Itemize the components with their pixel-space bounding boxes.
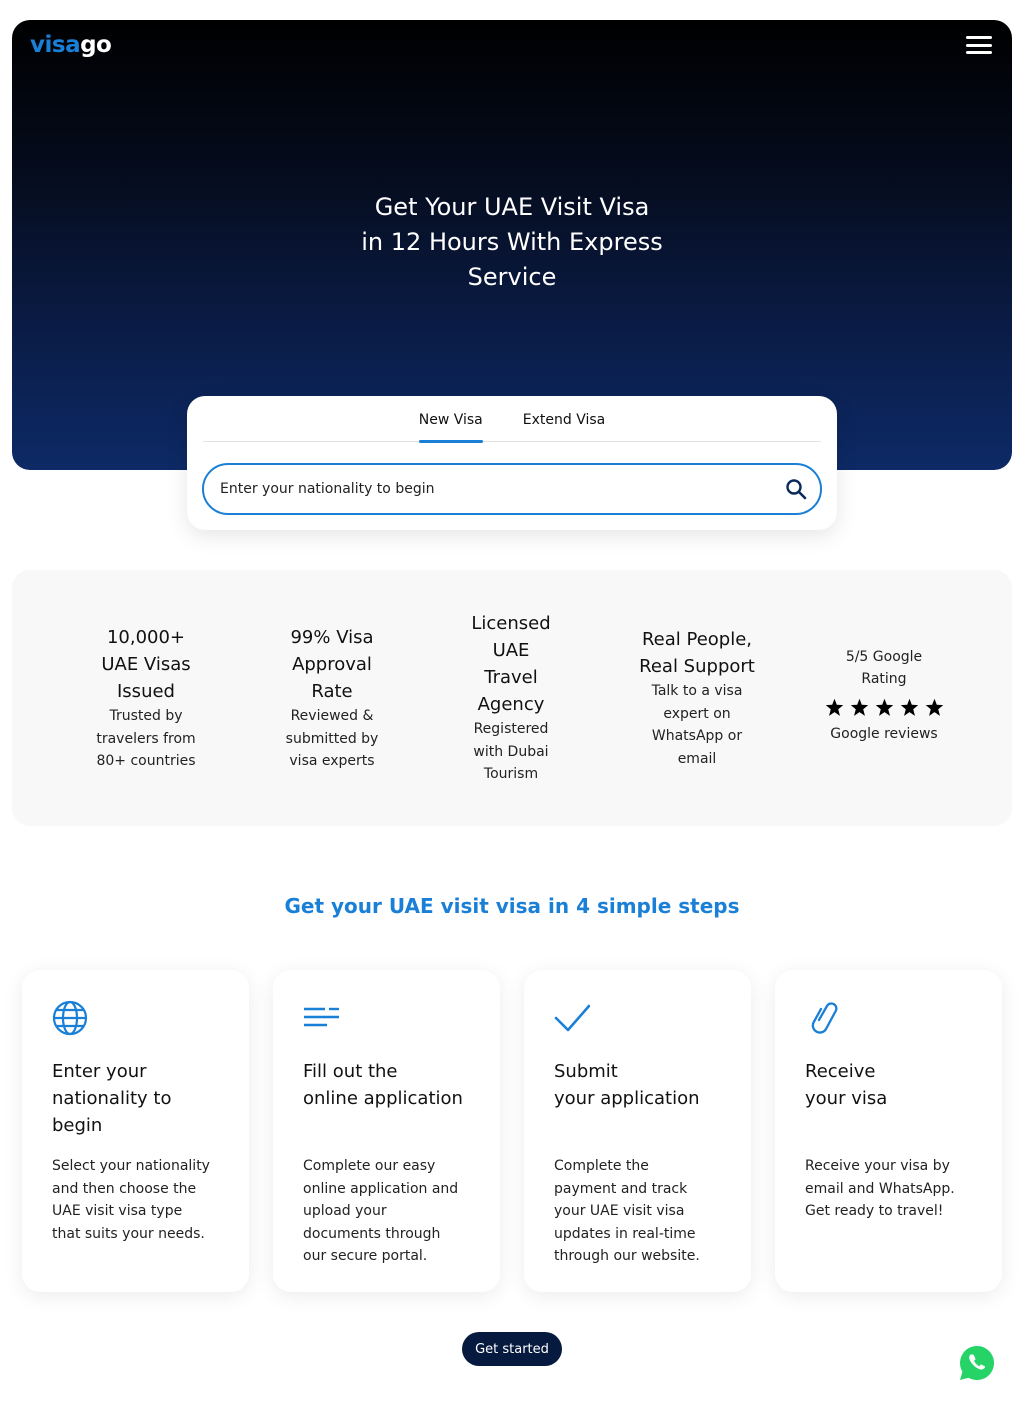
visa-type-tabs	[203, 396, 821, 442]
star-icon	[850, 698, 869, 717]
stat-title-line: Licensed	[471, 613, 551, 634]
rating-title-line: Rating	[861, 671, 907, 687]
step-desc-line: Complete our easy	[303, 1158, 436, 1174]
step-desc-line: online application and	[303, 1180, 459, 1197]
step-description	[303, 1155, 470, 1268]
step-desc-line: documents through	[303, 1225, 441, 1242]
stat-title-line: Travel	[484, 667, 538, 688]
step-desc-line: Select your nationality	[52, 1158, 210, 1174]
get-started-button[interactable]: Get started	[462, 1332, 562, 1366]
steps-heading: Get your UAE visit visa in 4 simple steps	[284, 894, 740, 918]
stat-licensed-agency	[446, 610, 576, 786]
checkmark-icon	[554, 1000, 590, 1036]
step-desc-line: and then choose the	[52, 1180, 197, 1197]
brand-logo[interactable]	[30, 32, 111, 58]
stat-desc-line: expert on	[663, 705, 731, 722]
stat-title-line: 99% Visa	[290, 627, 374, 648]
stat-approval-rate	[262, 624, 402, 773]
stat-google-rating	[812, 646, 956, 745]
step-desc-line: that suits your needs.	[52, 1225, 205, 1242]
step-title-line: Submit	[554, 1061, 618, 1082]
star-icon	[825, 698, 844, 717]
stat-description	[262, 705, 402, 773]
step-title-line: Enter your	[52, 1061, 147, 1082]
step-title-line: nationality to	[52, 1088, 172, 1109]
nationality-search-input[interactable]	[220, 481, 784, 497]
stat-description	[76, 705, 216, 773]
step-card-receive	[775, 970, 1002, 1292]
stat-description	[622, 680, 772, 770]
stat-title-line: 10,000+	[106, 627, 186, 648]
stat-desc-line: Trusted by	[109, 708, 183, 724]
stat-title	[622, 626, 772, 680]
stat-desc-line: visa experts	[289, 753, 375, 769]
stat-desc-line: 80+ countries	[96, 753, 196, 769]
hero-title	[12, 190, 1012, 295]
stat-title-line: Approval	[292, 654, 372, 675]
hero-title-line: in 12 Hours With Express	[361, 228, 663, 256]
step-card-nationality	[22, 970, 249, 1292]
stat-title-line: Issued	[117, 681, 175, 702]
brand-logo-part2: go	[80, 32, 112, 58]
star-icon	[875, 698, 894, 717]
stat-desc-line: with Dubai	[473, 743, 549, 760]
tab-new-visa[interactable]: New Visa	[419, 396, 483, 442]
stat-desc-line: Reviewed &	[290, 708, 374, 724]
brand-logo-part1: visa	[30, 32, 81, 58]
stat-desc-line: Registered	[473, 721, 549, 737]
visa-search-card	[187, 396, 837, 530]
stat-desc-line: submitted by	[285, 730, 379, 747]
rating-title	[812, 646, 956, 690]
step-description	[805, 1155, 972, 1223]
google-reviews-link[interactable]: Google reviews	[830, 726, 938, 742]
step-title-line: your application	[554, 1088, 700, 1109]
stat-title-line: UAE	[492, 640, 530, 661]
stat-desc-line: Talk to a visa	[651, 683, 743, 699]
step-desc-line: email and WhatsApp.	[805, 1180, 955, 1197]
step-desc-line: your UAE visit visa	[554, 1203, 685, 1219]
step-desc-line: Get ready to travel!	[805, 1203, 944, 1219]
step-desc-line: upload your	[303, 1203, 387, 1219]
stat-title	[446, 610, 576, 718]
stat-desc-line: travelers from	[96, 730, 196, 747]
step-title	[52, 1058, 219, 1139]
step-desc-line: through our website.	[554, 1248, 700, 1264]
stat-title	[262, 624, 402, 705]
trust-stats-panel	[12, 570, 1012, 826]
stat-description	[446, 718, 576, 786]
step-description	[52, 1155, 219, 1245]
step-title	[554, 1058, 721, 1112]
step-title-line: Receive	[805, 1061, 876, 1082]
step-title	[805, 1058, 972, 1112]
stat-desc-line: email	[677, 750, 717, 767]
stat-title	[76, 624, 216, 705]
step-title-line: begin	[52, 1115, 103, 1136]
stat-visas-issued	[76, 624, 216, 773]
stat-title-line: Real Support	[639, 656, 755, 677]
rating-stars	[812, 698, 956, 717]
step-desc-line: UAE visit visa type	[52, 1203, 183, 1219]
star-icon	[900, 698, 919, 717]
step-desc-line: payment and track	[554, 1180, 688, 1197]
hero-title-line: Get Your UAE Visit Visa	[374, 193, 650, 221]
stat-desc-line: WhatsApp or	[651, 728, 743, 744]
stat-title-line: Real People,	[641, 629, 753, 650]
form-lines-icon	[303, 1000, 339, 1036]
step-description	[554, 1155, 721, 1268]
step-desc-line: updates in real-time	[554, 1225, 696, 1242]
step-title-line: your visa	[805, 1088, 888, 1109]
rating-title-line: 5/5 Google	[845, 649, 923, 665]
paperclip-icon	[805, 1000, 841, 1036]
whatsapp-icon[interactable]	[955, 1341, 999, 1385]
step-card-submit	[524, 970, 751, 1292]
stat-title-line: Rate	[311, 681, 353, 702]
stat-desc-line: Tourism	[483, 766, 539, 782]
hamburger-menu-icon[interactable]	[966, 36, 992, 54]
stat-title-line: Agency	[477, 694, 545, 715]
globe-icon	[52, 1000, 88, 1036]
step-desc-line: our secure portal.	[303, 1248, 428, 1264]
step-desc-line: Complete the	[554, 1158, 649, 1174]
tab-extend-visa[interactable]: Extend Visa	[522, 412, 606, 428]
nationality-search-box	[202, 463, 822, 515]
stat-title-line: UAE Visas	[101, 654, 191, 675]
step-title-line: online application	[303, 1088, 463, 1109]
step-title	[303, 1058, 470, 1112]
search-icon[interactable]	[784, 477, 808, 501]
hero-title-line: Service	[467, 263, 557, 291]
star-icon	[925, 698, 944, 717]
step-card-application	[273, 970, 500, 1292]
step-title-line: Fill out the	[303, 1061, 398, 1082]
stat-real-support	[622, 626, 772, 770]
step-desc-line: Receive your visa by	[805, 1158, 950, 1174]
